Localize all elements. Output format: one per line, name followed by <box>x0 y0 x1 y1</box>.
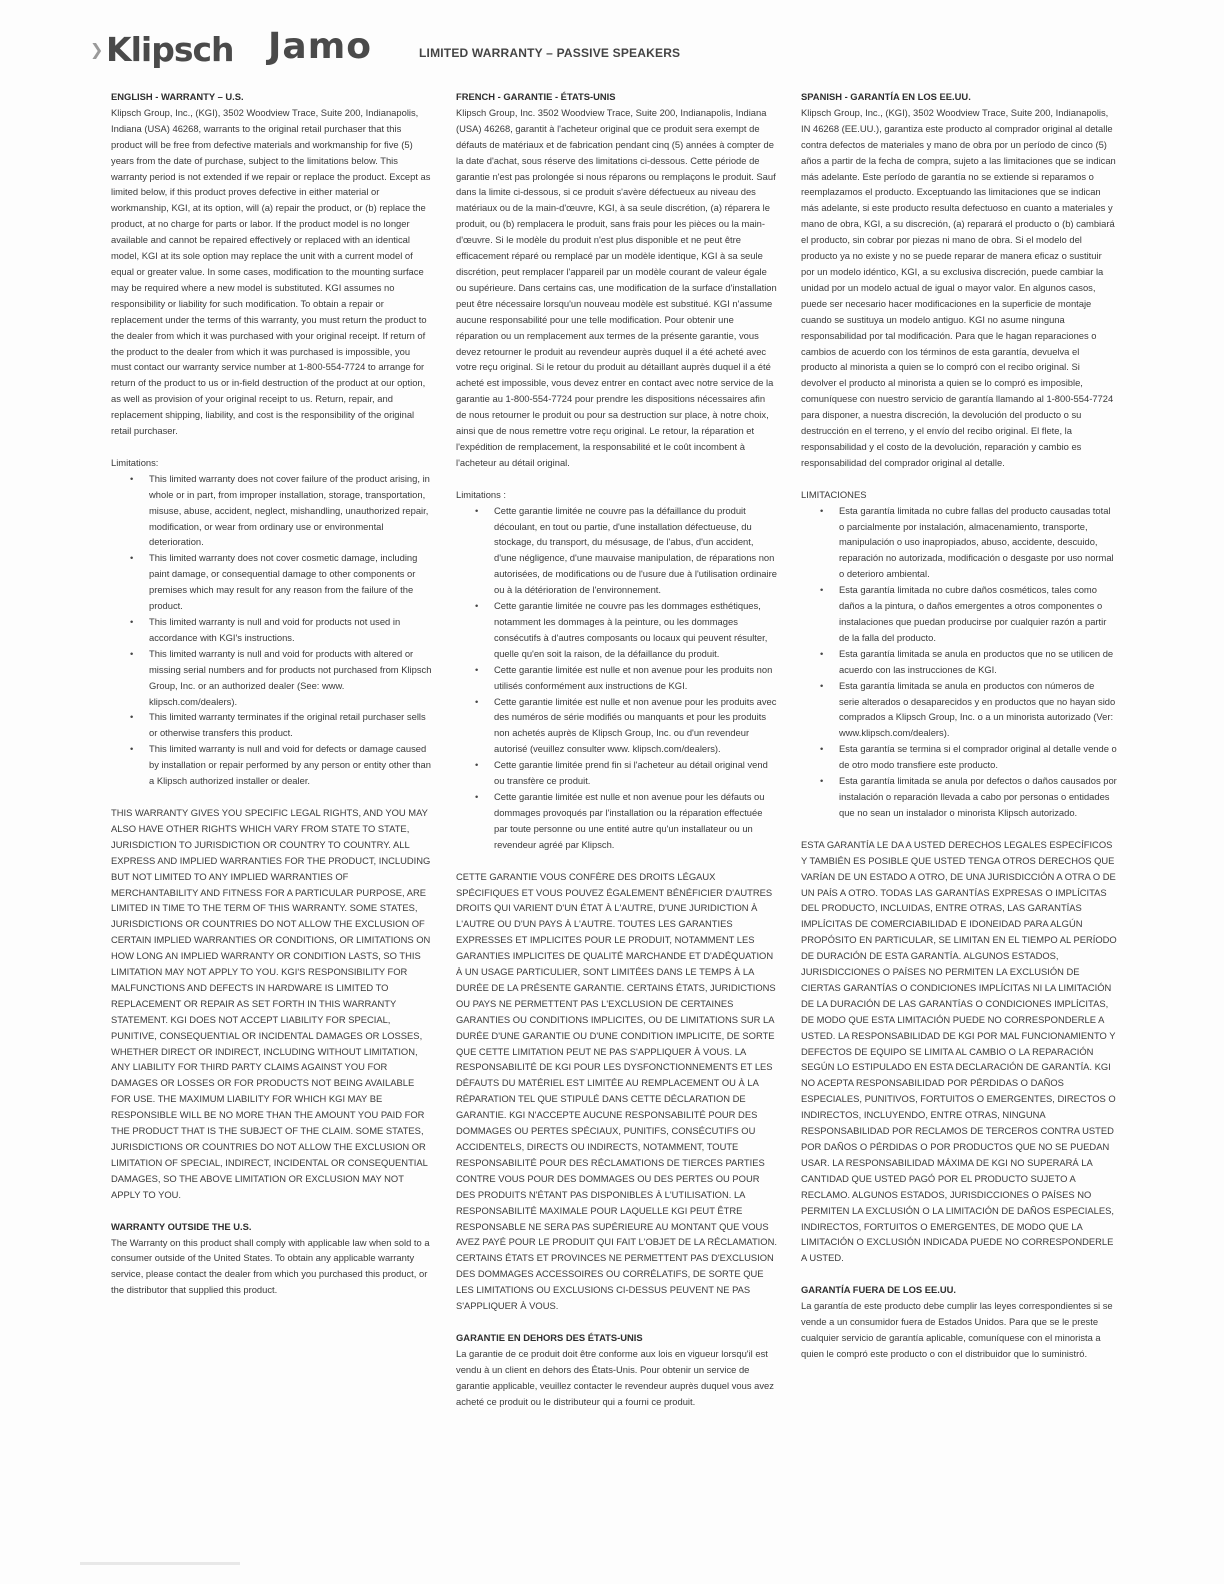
list-item: • Cette garantie limitée ne couvre pas les dommages esthétiques, notamment les dommages à la peinture, ou les dommages consécutifs à d'autres composants ou locaux qui peuvent résulter, quelle qu'en soit la raison, de la défaillance du produit. <box>494 598 778 662</box>
english-limitations-label: Limitations: <box>111 456 159 468</box>
spanish-heading: SPANISH - GARANTÍA EN LOS EE.UU. <box>801 91 971 102</box>
english-column <box>111 89 433 1298</box>
list-item: • Cette garantie limitée est nulle et non avenue pour les défauts ou dommages provoqués par l'installation ou la réparation effectuée par toute personne ou une entité autre qu'un installateur ou un revendeur agréé par Klipsch. <box>494 789 778 853</box>
list-item: • This limited warranty does not cover cosmetic damage, including paint damage, or consequential damage to other components or premises which may result for any reason from the failure of the product. <box>149 550 433 614</box>
list-item: • This limited warranty is null and void for products with altered or missing serial numbers and for products not purchased from Klipsch Group, Inc. or an authorized dealer (See: www. klipsch.com/dealers). <box>149 646 433 710</box>
list-item: • Cette garantie limitée est nulle et non avenue pour les produits non utilisés conformément aux instructions de KGI. <box>494 662 778 694</box>
scan-artifact <box>80 1562 240 1565</box>
french-outside-text: La garantie de ce produit doit être conforme aux lois en vigueur lorsqu'il est vendu à un client en dehors des États-Unis. Pour obtenir un service de garantie applicable, veuillez contacter le revendeur auprès duquel vous avez acheté ce produit ou le distributeur qui a fourni ce produit. <box>456 1347 774 1407</box>
list-item: • Cette garantie limitée ne couvre pas la défaillance du produit découlant, en tout ou partie, d'une installation défectueuse, du stockage, du transport, du mésusage, de l'abus, d'un accident, d'une négligence, d'une mauvaise manipulation, de réparations non autorisées, de modifications ou de l'usure due à l'utilisation ordinaire ou à la détérioration de l'environnement. <box>494 503 778 598</box>
list-item: • Esta garantía limitada no cubre fallas del producto causadas total o parcialmente por instalación, almacenamiento, transporte, manipulación o uso inapropiados, abuso, accidente, descuido, reparación no autorizada, modificación o desgaste por uso normal o deterioro ambiental. <box>839 503 1117 583</box>
english-intro: Klipsch Group, Inc., (KGI), 3502 Woodview Trace, Suite 200, Indianapolis, Indiana (USA) 46268, warrants to the original retail purchaser that this product will be free from defective materials and workmanship for five (5) years from the date of purchase, subject to the limitations below. This warranty period is not extended if we repair or replace the product. Except as limited below, if this product proves defective in either material or workmanship, KGI, at its option, will (a) repair the product, or (b) replace the product, at no charge for parts or labor. If the product model is no longer available and cannot be repaired effectively or replaced with an identical model, KGI at its sole option may replace the unit with a current model of equal or greater value. In some cases, modification to the mounting surface may be required where a new model is substituted. KGI assumes no responsibility or liability for such modification. To obtain a repair or replacement under the terms of this warranty, you must return the product to the dealer from which it was purchased with your original receipt. If return of the product to the dealer from which it was purchased is impossible, you must contact our warranty service number at 1-800-554-7724 to arrange for return of the product to us or in-field destruction of the product at our option, as well as provision of your original receipt to us. Return, repair, and replacement shipping, liability, and cost is the responsibility of the original retail purchaser. <box>111 106 431 437</box>
spanish-intro: Klipsch Group, Inc., (KGI), 3502 Woodview Trace, Suite 200, Indianapolis, IN 46268 (EE.UU.), garantiza este producto al comprador original al detalle contra defectos de materiales y mano de obra por un período de cinco (5) años a partir de la fecha de compra, sujeto a las limitaciones que se indican más adelante. Este período de garantía no se extiende si reparamos o reemplazamos el producto. Exceptuando las limitaciones que se indican más adelante, si este producto resulta defectuoso en cuanto a materiales y mano de obra, KGI, a su discreción, (a) reparará el producto o (b) cambiará el producto, sin cobrar por piezas ni mano de obra. Si el modelo del producto ya no existe y no se puede reparar de manera eficaz o sustituir por un modelo idéntico, KGI, a su exclusiva discreción, puede cambiar la unidad por un modelo actual de igual o mayor valor. En algunos casos, puede ser necesario hacer modificaciones en la superficie de montaje cuando se sustituya un modelo antiguo. KGI no asume ninguna responsabilidad por tal modificación. Para que le hagan reparaciones o cambios de acuerdo con los términos de esta garantía, devuelva el producto al minorista a quien se lo compró con el recibo original. Si devolver el producto al minorista a quien se lo compró es imposible, comuníquese con nuestro servicio de garantía llamando al 1-800-554-7724 para disponer, a nuestra discreción, la devolución del producto o su destrucción en el terreno, y el envío del recibo original. El flete, la responsabilidad y el costo de la devolución, reparación y cambio es responsabilidad del comprador original al detalle. <box>801 106 1116 468</box>
logo-mark: ❯ <box>90 42 104 59</box>
french-limitations-list <box>456 503 778 853</box>
french-legal-text: CETTE GARANTIE VOUS CONFÈRE DES DROITS LÉGAUX SPÉCIFIQUES ET VOUS POUVEZ ÉGALEMENT BÉNÉFICIER D'AUTRES DROITS QUI VARIENT D'UN ÉTAT À L'AUTRE, D'UNE JURIDICTION À L'AUTRE OU D'UN PAYS À L'AUTRE. TOUTES LES GARANTIES EXPRESSES ET IMPLICITES POUR LE PRODUIT, NOTAMMENT LES GARANTIES IMPLICITES DE QUALITÉ MARCHANDE ET D'ADÉQUATION À UN USAGE PARTICULIER, SONT LIMITÉES DANS LE TEMPS À LA DURÉE DE LA PRÉSENTE GARANTIE. CERTAINS ÉTATS, JURIDICTIONS OU PAYS NE PERMETTENT PAS L'EXCLUSION DE CERTAINES GARANTIES OU CONDITIONS IMPLICITES, OU DE LIMITATIONS SUR LA DURÉE D'UNE GARANTIE OU D'UNE CONDITION IMPLICITE, DE SORTE QUE CETTE LIMITATION PEUT NE PAS S'APPLIQUER À VOUS. LA RESPONSABILITÉ DE KGI POUR LES DYSFONCTIONNEMENTS ET LES DÉFAUTS DU MATÉRIEL EST LIMITÉE AU REMPLACEMENT OU À LA RÉPARATION TEL QUE STIPULÉ DANS CETTE DÉCLARATION DE GARANTIE. KGI N'ACCEPTE AUCUNE RESPONSABILITÉ POUR DES DOMMAGES OU PERTES SPÉCIAUX, PUNITIFS, CONSÉCUTIFS OU ACCIDENTELS, DIRECTS OU INDIRECTS, NOTAMMENT, TOUTE RESPONSABILITÉ POUR DES RÉCLAMATIONS DE TIERCES PARTIES CONTRE VOUS POUR DES DOMMAGES OU DES PERTES OU POUR DES PRODUITS N'ÉTANT PAS DISPONIBLES À L'UTILISATION. LA RESPONSABILITÉ MAXIMALE POUR LAQUELLE KGI PEUT ÊTRE RESPONSABLE NE SERA PAS SUPÉRIEURE AU MONTANT QUE VOUS AVEZ PAYÉ POUR LE PRODUIT QUI FAIT L'OBJET DE LA RÉCLAMATION. CERTAINS ÉTATS ET PROVINCES NE PERMETTENT PAS D'EXCLUSION DES DOMMAGES ACCESSOIRES OU CORRÉLATIFS, DE SORTE QUE LES LIMITATIONS OU EXCLUSIONS CI-DESSUS PEUVENT NE PAS S'APPLIQUER À VOUS. <box>456 870 777 1312</box>
spanish-legal-text: ESTA GARANTÍA LE DA A USTED DERECHOS LEGALES ESPECÍFICOS Y TAMBIÉN ES POSIBLE QUE USTED TENGA OTROS DERECHOS QUE VARÍAN DE UN ESTADO A OTRO, DE UNA JURISDICCIÓN A OTRA O DE UN PAÍS A OTRO. TODAS LAS GARANTÍAS EXPRESAS O IMPLÍCITAS DEL PRODUCTO, INCLUIDAS, ENTRE OTRAS, LAS GARANTÍAS IMPLÍCITAS DE COMERCIABILIDAD E IDONEIDAD PARA ALGÚN PROPÓSITO EN PARTICULAR, SE LIMITAN EN EL TIEMPO AL PERÍODO DE DURACIÓN DE ESTA GARANTÍA. ALGUNOS ESTADOS, JURISDICCIONES O PAÍSES NO PERMITEN LA EXCLUSIÓN DE CIERTAS GARANTÍAS O CONDICIONES IMPLÍCITAS NI LA LIMITACIÓN DE LA DURACIÓN DE LAS GARANTÍAS O CONDICIONES IMPLÍCITAS, DE MODO QUE ESTA LIMITACIÓN PUEDE NO CORRESPONDERLE A USTED. LA RESPONSABILIDAD DE KGI POR MAL FUNCIONAMIENTO Y DEFECTOS DE EQUIPO SE LIMITA AL CAMBIO O LA REPARACIÓN SEGÚN LO ESTIPULADO EN ESTA DECLARACIÓN DE GARANTÍA. KGI NO ACEPTA RESPONSABILIDAD POR PÉRDIDAS O DAÑOS ESPECIALES, PUNITIVOS, FORTUITOS O EMERGENTES, DIRECTOS O INDIRECTOS, INCLUYENDO, ENTRE OTRAS, NINGUNA RESPONSABILIDAD POR RECLAMOS DE TERCEROS CONTRA USTED POR DAÑOS O PÉRDIDAS O POR PRODUCTOS QUE NO SE PUEDAN USAR. LA RESPONSABILIDAD MÁXIMA DE KGI NO SUPERARÁ LA CANTIDAD QUE USTED PAGÓ POR EL PRODUCTO SUJETO A RECLAMO. ALGUNOS ESTADOS, JURISDICCIONES O PAÍSES NO PERMITEN LA EXCLUSIÓN O LA LIMITACIÓN DE DAÑOS ESPECIALES, INDIRECTOS, FORTUITOS O EMERGENTES, DE MODO QUE LA LIMITACIÓN O EXCLUSIÓN INDICADA PUEDE NO CORRESPONDERLE A USTED. <box>801 838 1117 1264</box>
list-item: • Esta garantía limitada se anula por defectos o daños causados por instalación o reparación llevada a cabo por personas o entidades que no sean un instalador o minorista Klipsch autorizado. <box>839 773 1117 821</box>
list-item: • Esta garantía se termina si el comprador original al detalle vende o de otro modo transfiere este producto. <box>839 741 1117 773</box>
list-item: • This limited warranty does not cover failure of the product arising, in whole or in part, from improper installation, storage, transportation, misuse, abuse, accident, neglect, mishandling, unauthorized repair, modification, or wear from ordinary use or environmental deterioration. <box>149 471 433 551</box>
list-item: • Esta garantía limitada se anula en productos que no se utilicen de acuerdo con las instrucciones de KGI. <box>839 646 1117 678</box>
english-limitations-list <box>111 471 433 789</box>
french-heading: FRENCH - GARANTIE - ÉTATS-UNIS <box>456 91 616 102</box>
english-outside-text: The Warranty on this product shall comply with applicable law when sold to a consumer outside of the United States. To obtain any applicable warranty service, please contact the dealer from which you purchased this product, or the distributor that supplied this product. <box>111 1236 430 1296</box>
list-item: • Esta garantía limitada se anula en productos con números de serie alterados o desaparecidos y en productos que no hayan sido comprados a Klipsch Group, Inc. o a un minorista autorizado (Ver: www.klipsch.com/dealers). <box>839 678 1117 742</box>
list-item: • This limited warranty terminates if the original retail purchaser sells or otherwise transfers this product. <box>149 709 433 741</box>
list-item: • Cette garantie limitée prend fin si l'acheteur au détail original vend ou transfère ce produit. <box>494 757 778 789</box>
list-item: • Cette garantie limitée est nulle et non avenue pour les produits avec des numéros de série modifiés ou manquants et pour les produits non achetés auprès de Klipsch Group, Inc. ou d'un revendeur autorisé (veuillez consulter www. klipsch.com/dealers). <box>494 694 778 758</box>
french-intro: Klipsch Group, Inc. 3502 Woodview Trace, Suite 200, Indianapolis, Indiana (USA) 46268, garantit à l'acheteur original que ce produit sera exempt de défauts de matériaux et de fabrication pendant cinq (5) années à compter de la date d'achat, sous réserve des limitations ci-dessous. Cette période de garantie n'est pas prolongée si nous réparons ou remplaçons le produit. Sauf dans la limite ci-dessous, si ce produit s'avère défectueux au niveau des matériaux ou de la main-d'œuvre, KGI, à sa seule discrétion, (a) réparera le produit, ou (b) remplacera le produit, sans frais pour les pièces ou la main-d'œuvre. Si le modèle du produit n'est plus disponible et ne peut être efficacement réparé ou remplacé par un modèle identique, KGI à sa seule discrétion, peut remplacer l'appareil par un modèle courant de valeur égale ou supérieure. Dans certains cas, une modification de la surface d'installation peut être nécessaire lorsqu'un nouveau modèle est substitué. KGI n'assume aucune responsabilité pour une telle modification. Pour obtenir une réparation ou un remplacement aux termes de la présente garantie, vous devez retourner le produit au revendeur auprès duquel il a été acheté avec votre reçu original. Si le retour du produit au détaillant auprès duquel il a été acheté est impossible, vous devez entrer en contact avec notre service de la garantie au 1-800-554-7724 pour prendre les dispositions nécessaires afin de nous retourner le produit ou pour sa destruction sur place, à notre choix, ainsi que de nous remettre votre reçu original. Le retour, la réparation et l'expédition de remplacement, la responsabilité et le coût incombent à l'acheteur au détail original. <box>456 106 777 468</box>
list-item: • This limited warranty is null and void for products not used in accordance with KGI's instructions. <box>149 614 433 646</box>
english-heading: ENGLISH - WARRANTY – U.S. <box>111 91 244 102</box>
document-title: LIMITED WARRANTY – PASSIVE SPEAKERS <box>419 46 681 60</box>
spanish-outside-text: La garantía de este producto debe cumplir las leyes correspondientes si se vende a un consumidor fuera de Estados Unidos. Para que se le preste cualquier servicio de garantía aplicable, comuníquese con el minorista a quien le compró este producto o con el distribuidor que lo suministró. <box>801 1300 1113 1359</box>
list-item: • This limited warranty is null and void for defects or damage caused by installation or repair performed by any person or entity other than a Klipsch authorized installer or dealer. <box>149 741 433 789</box>
page-header <box>92 28 1192 78</box>
french-outside-heading: GARANTIE EN DEHORS DES ÉTATS-UNIS <box>456 1331 643 1343</box>
klipsch-logo: Klipsch <box>106 30 234 69</box>
spanish-limitations-list <box>801 503 1117 821</box>
french-limitations-label: Limitations : <box>456 488 507 500</box>
spanish-column <box>801 89 1117 1362</box>
list-item: • Esta garantía limitada no cubre daños cosméticos, tales como daños a la pintura, o daños emergentes a otros componentes o instalaciones que puedan producirse por cualquier razón a partir de la falla del producto. <box>839 582 1117 646</box>
spanish-limitations-label: LIMITACIONES <box>801 488 867 500</box>
spanish-outside-heading: GARANTÍA FUERA DE LOS EE.UU. <box>801 1284 957 1296</box>
jamo-logo: Jamo <box>268 26 372 67</box>
english-legal-text: THIS WARRANTY GIVES YOU SPECIFIC LEGAL RIGHTS, AND YOU MAY ALSO HAVE OTHER RIGHTS WHICH VARY FROM STATE TO STATE, JURISDICTION TO JURISDICTION OR COUNTRY TO COUNTRY. ALL EXPRESS AND IMPLIED WARRANTIES FOR THE PRODUCT, INCLUDING BUT NOT LIMITED TO ANY IMPLIED WARRANTIES OF MERCHANTABILITY AND FITNESS FOR A PARTICULAR PURPOSE, ARE LIMITED IN TIME TO THE TERM OF THIS WARRANTY. SOME STATES, JURISDICTIONS OR COUNTRIES DO NOT ALLOW THE EXCLUSION OF CERTAIN IMPLIED WARRANTIES OR CONDITIONS, OR LIMITATIONS ON HOW LONG AN IMPLIED WARRANTY OR CONDITION LASTS, SO THIS LIMITATION MAY NOT APPLY TO YOU. KGI'S RESPONSIBILITY FOR MALFUNCTIONS AND DEFECTS IN HARDWARE IS LIMITED TO REPLACEMENT OR REPAIR AS SET FORTH IN THIS WARRANTY STATEMENT. KGI DOES NOT ACCEPT LIABILITY FOR SPECIAL, PUNITIVE, CONSEQUENTIAL OR INCIDENTAL DAMAGES OR LOSSES, WHETHER DIRECT OR INDIRECT, INCLUDING WITHOUT LIMITATION, ANY LIABILITY FOR THIRD PARTY CLAIMS AGAINST YOU FOR DAMAGES OR LOSSES OR FOR PRODUCTS NOT BEING AVAILABLE FOR USE. THE MAXIMUM LIABILITY FOR WHICH KGI MAY BE RESPONSIBLE WILL BE NO MORE THAN THE AMOUNT YOU PAID FOR THE PRODUCT THAT IS THE SUBJECT OF THE CLAIM. SOME STATES, JURISDICTIONS OR COUNTRIES DO NOT ALLOW THE EXCLUSION OR LIMITATION OF SPECIAL, INDIRECT, INCIDENTAL OR CONSEQUENTIAL DAMAGES, SO THE ABOVE LIMITATION OR EXCLUSION MAY NOT APPLY TO YOU. <box>111 806 431 1200</box>
english-outside-heading: WARRANTY OUTSIDE THE U.S. <box>111 1220 252 1232</box>
french-column <box>456 89 778 1410</box>
